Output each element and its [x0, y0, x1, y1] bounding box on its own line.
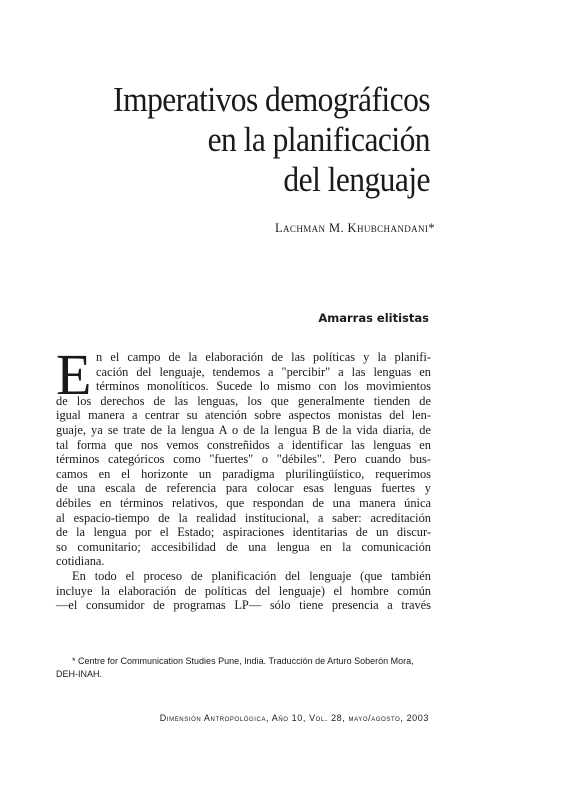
- running-footer: Dimensión Antropológica, Año 10, Vol. 28, mayo/agosto, 2003: [159, 713, 429, 723]
- footnote-line: DEH-INAH.: [56, 669, 103, 679]
- body-line: n el campo de la elaboración de las políticas y la planifi-: [96, 350, 431, 364]
- body-line: débiles en términos relativos, que respondan de una manera única: [56, 495, 431, 510]
- body-text: [56, 342, 431, 613]
- body-line: igual manera a centrar su atención sobre aspectos monistas del len-: [56, 408, 431, 423]
- body-line: camos en el horizonte un paradigma plurilingüístico, requerimos: [56, 466, 431, 481]
- body-line: En todo el proceso de planificación del lenguaje (que también: [72, 568, 431, 583]
- body-line: cación del lenguaje, tendemos a "percibir" a las lenguas en: [96, 364, 431, 379]
- body-line: términos categóricos como "fuertes" o "débiles". Pero cuando bus-: [56, 452, 431, 467]
- body-line: términos monolíticos. Sucede lo mismo con los movimientos: [96, 379, 431, 394]
- footnote: [56, 655, 431, 681]
- body-line: de la lengua por el Estado; aspiraciones identitarias de un discur-: [56, 525, 431, 540]
- body-line: so comunitario; accesibilidad de una lengua en la comunicación: [56, 539, 431, 554]
- section-heading: Amarras elitistas: [318, 311, 429, 325]
- footnote-line: * Centre for Communication Studies Pune, India. Traducción de Arturo Soberón Mora,: [72, 656, 414, 666]
- body-line: —el consumidor de programas LP— sólo tiene presencia a través: [56, 598, 431, 613]
- article-title: [60, 80, 430, 200]
- title-line: Imperativos demográficos: [113, 80, 430, 119]
- drop-cap: E: [56, 342, 92, 407]
- title-line: del lenguaje: [283, 160, 430, 199]
- title-line: en la planificación: [207, 120, 430, 159]
- body-line: incluye la elaboración de políticas del lenguaje) el hombre común: [56, 583, 431, 598]
- body-line: de los derechos de las lenguas, los que generalmente tienden de: [56, 393, 431, 408]
- author-name: Lachman M. Khubchandani*: [274, 221, 435, 235]
- body-line: guaje, ya se trate de la lengua A o de la lengua B de la vida diaria, de: [56, 422, 431, 437]
- body-line: de una escala de referencia para colocar esas lenguas fuertes y: [56, 481, 431, 496]
- body-line: tal forma que nos vemos constreñidos a identificar las lenguas en: [56, 437, 431, 452]
- body-line: cotidiana.: [56, 554, 105, 569]
- body-line: al espacio-tiempo de la realidad institucional, a saber: acreditación: [56, 510, 431, 525]
